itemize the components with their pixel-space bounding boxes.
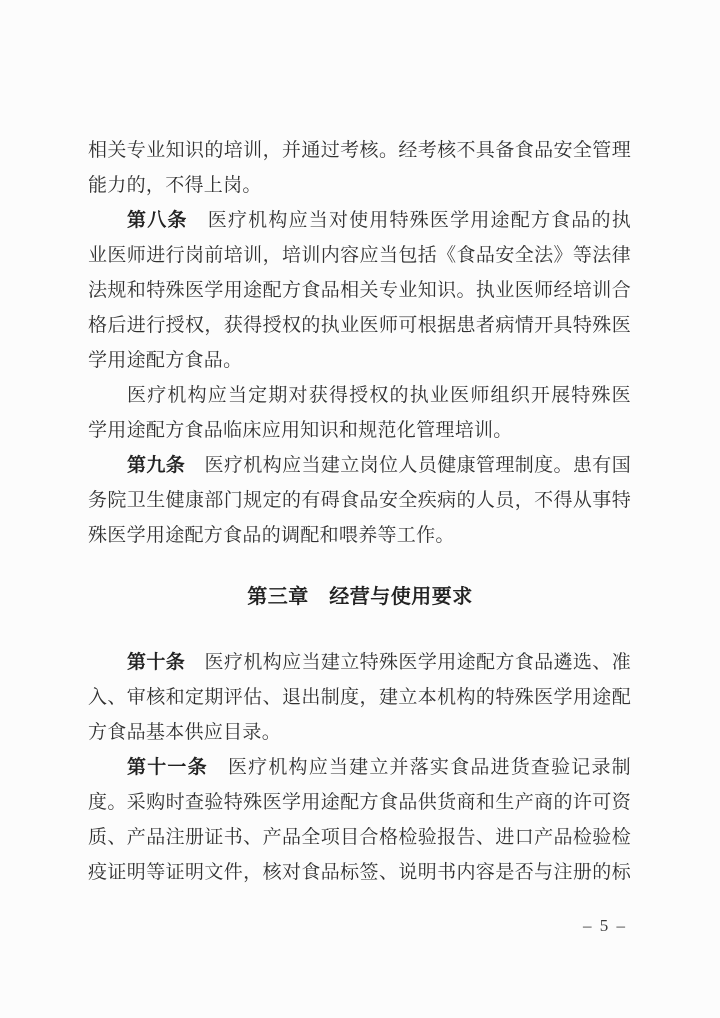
document-line: 度。采购时查验特殊医学用途配方食品供货商和生产商的许可资 [88, 792, 631, 813]
article-number-label: 第十条 [127, 652, 186, 673]
document-line: 第八条 医疗机构应当对使用特殊医学用途配方食品的执 [127, 210, 631, 231]
document-line: 学用途配方食品临床应用知识和规范化管理培训。 [88, 420, 513, 441]
document-line: 方食品基本供应目录。 [88, 722, 282, 743]
document-line: 第十条 医疗机构应当建立特殊医学用途配方食品遴选、准 [127, 652, 631, 673]
document-line: 相关专业知识的培训，并通过考核。经考核不具备食品安全管理 [88, 140, 631, 161]
document-line: 业医师进行岗前培训，培训内容应当包括《食品安全法》等法律 [88, 245, 631, 266]
document-line: 第九条 医疗机构应当建立岗位人员健康管理制度。患有国 [127, 455, 631, 476]
document-line: 医疗机构应当定期对获得授权的执业医师组织开展特殊医 [127, 385, 631, 406]
chapter-heading: 第三章 经营与使用要求 [247, 586, 473, 608]
page-number: – 5 – [583, 916, 627, 935]
article-number-label: 第九条 [127, 455, 186, 476]
body-text-block-2 [88, 645, 631, 890]
article-number-label: 第十一条 [127, 757, 208, 778]
document-line: 殊医学用途配方食品的调配和喂养等工作。 [88, 525, 455, 546]
document-line: 能力的，不得上岗。 [88, 175, 262, 196]
document-line: 入、审核和定期评估、退出制度，建立本机构的特殊医学用途配 [88, 687, 631, 708]
article-number-label: 第八条 [127, 210, 188, 231]
document-line: 务院卫生健康部门规定的有碍食品安全疾病的人员，不得从事特 [88, 490, 631, 511]
document-line: 学用途配方食品。 [88, 350, 243, 371]
document-line: 格后进行授权，获得授权的执业医师可根据患者病情开具特殊医 [88, 315, 631, 336]
document-line: 第十一条 医疗机构应当建立并落实食品进货查验记录制 [127, 757, 631, 778]
body-text-block-1 [88, 133, 631, 553]
document-line: 疫证明等证明文件，核对食品标签、说明书内容是否与注册的标 [88, 862, 631, 883]
document-line: 质、产品注册证书、产品全项目合格检验报告、进口产品检验检 [88, 827, 631, 848]
document-line: 法规和特殊医学用途配方食品相关专业知识。执业医师经培训合 [88, 280, 631, 301]
